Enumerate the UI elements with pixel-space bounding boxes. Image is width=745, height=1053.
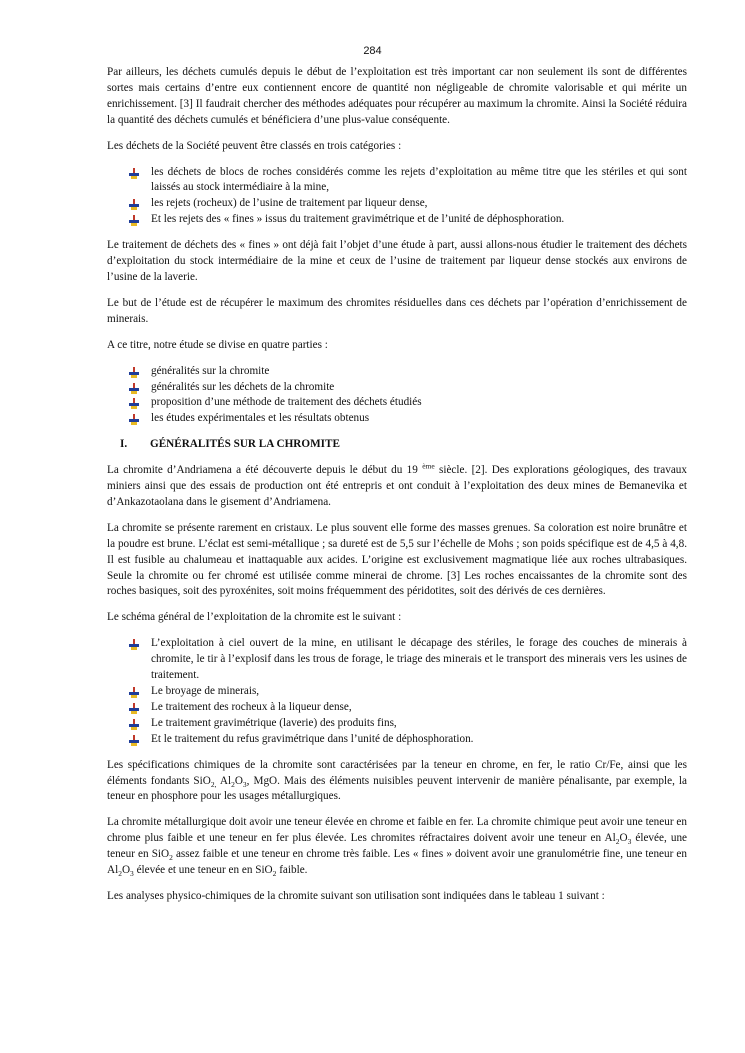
list-waste-categories (107, 165, 687, 229)
bullet-icon (129, 735, 139, 746)
bullet-icon (129, 398, 139, 409)
bullet-icon (129, 367, 139, 378)
list-item: L’exploitation à ciel ouvert de la mine, en utilisant le décapage des stériles, le forage des couches de minerais à chromite, le tir à l’explosif dans les trous de forage, le triage des minerais et le transport des minerais vers les usines de traitement. (151, 636, 687, 684)
paragraph-categories: Les déchets de la Société peuvent être classés en trois catégories : (107, 139, 402, 152)
section-heading (107, 437, 687, 453)
list-exploitation-steps (107, 636, 687, 747)
paragraph-parts: A ce titre, notre étude se divise en quatre parties : (107, 338, 328, 351)
list-item: généralités sur les déchets de la chromite (151, 380, 687, 396)
list-item: Le traitement des rocheux à la liqueur dense, (151, 700, 687, 716)
section-title: GÉNÉRALITÉS SUR LA CHROMITE (150, 438, 340, 451)
bullet-icon (129, 719, 139, 730)
page-number: 284 (363, 45, 382, 57)
paragraph-discovery: La chromite d’Andriamena a été découverte depuis le début du 19 $^{ème}$ siècle. [2]. Des explorations géologiques, des travaux miniers ainsi que des essais de production ont été entrepris et ont conduit à l’exploitation des deux mines de Bemanevika et d’Ankazotaolana dans le gisement d’Andriamena. (107, 461, 687, 508)
list-item: les rejets (rocheux) de l’usine de traitement par liqueur dense, (151, 196, 687, 212)
list-item: Le broyage de minerais, (151, 684, 687, 700)
paragraph-goal: Le but de l’étude est de récupérer le maximum des chromites résiduelles dans ces déchets par l’opération d’enrichissement de minerais. (107, 296, 687, 325)
paragraph-fines: Le traitement de déchets des « fines » ont déjà fait l’objet d’une étude à part, aussi allons-nous étudier le traitement des déchets d’exploitation du stock intermédiaire de la mine et ceux de l’usine de traitement par liqueur dense stockés aux environs de l’usine de la laverie. (107, 239, 687, 283)
paragraph-specifications: Les spécifications chimiques de la chromite sont caractérisées par la teneur en chrome, en fer, le ratio Cr/Fe, ainsi que les éléments fondants SiO$_{2,}$ $Al_2O_3$, MgO. Mais des éléments nuisibles peuvent intervenir de manière pénalisante, par exemple, la teneur en phosphore pour les usages métallurgiques. (107, 758, 688, 803)
list-item: Et le traitement du refus gravimétrique dans l’unité de déphosphoration. (151, 732, 687, 748)
bullet-icon (129, 383, 139, 394)
paragraph-intro: Par ailleurs, les déchets cumulés depuis le début de l’exploitation est très important car non seulement ils sont de différentes sortes mais certains d’entre eux contiennent encore de quantité non négligeable de chromite valorisable et qui mérite un enrichissement. [3] Il faudrait chercher des méthodes adéquates pour récupérer au maximum la chromite. Ainsi la Société réduira la quantité des déchets cumulés et bénéficiera d’une plus-value conséquente. (107, 66, 687, 126)
paragraph-scheme: Le schéma général de l’exploitation de la chromite est le suivant : (107, 611, 402, 624)
bullet-icon (129, 687, 139, 698)
bullet-icon (129, 215, 139, 226)
bullet-icon (129, 414, 139, 425)
list-item: Le traitement gravimétrique (laverie) des produits fins, (151, 716, 687, 732)
list-item: les déchets de blocs de roches considérés comme les rejets d’exploitation au même titre que les stériles et qui sont laissés au stock intermédiaire à la mine, (151, 165, 687, 197)
bullet-icon (129, 639, 139, 650)
bullet-icon (129, 703, 139, 714)
list-study-parts (107, 364, 687, 428)
paragraph-table-intro: Les analyses physico-chimiques de la chromite suivant son utilisation sont indiquées dans le tableau 1 suivant : (107, 889, 605, 902)
section-number: I. (120, 438, 128, 451)
list-item: les études expérimentales et les résultats obtenus (151, 411, 687, 427)
paragraph-properties: La chromite se présente rarement en cristaux. Le plus souvent elle forme des masses grenues. Sa coloration est noire brunâtre et la poudre est brune. L’éclat est semi-métallique ; sa dureté est de 5,5 sur l’échelle de Mohs ; son poids spécifique est de 4,5 à 4,8. Il est fusible au chalumeau et inattaquable aux acides. L’origine est exclusivement magmatique liée aux roches ultrabasiques. Seule la chromite ou fer chromé est utilisée comme minerai de chrome. [3] Les roches encaissantes de la chromite sont des roches basiques, soit des pyroxénites, soit moins fréquemment des péridotites, soit des dérivés de ces dernières. (107, 521, 687, 598)
list-item: proposition d’une méthode de traitement des déchets étudiés (151, 395, 687, 411)
list-item: généralités sur la chromite (151, 364, 687, 380)
list-item: Et les rejets des « fines » issus du traitement gravimétrique et de l’unité de déphosphoration. (151, 212, 687, 228)
document-body (107, 65, 687, 915)
bullet-icon (129, 199, 139, 210)
paragraph-chromite-types: La chromite métallurgique doit avoir une teneur élevée en chrome et faible en fer. La chromite chimique peut avoir une teneur en chrome plus faible et une teneur en fer plus élevée. Les chromites réfractaires doivent avoir une teneur en $Al_2O_3$ élevée, une teneur en SiO$_2$ assez faible et une teneur en chrome très faible. Les « fines » doivent avoir une granulométrie fine, une teneur en $Al_2O_3$ élevée et une teneur en en SiO$_2$ faible. (107, 816, 687, 879)
bullet-icon (129, 168, 139, 179)
